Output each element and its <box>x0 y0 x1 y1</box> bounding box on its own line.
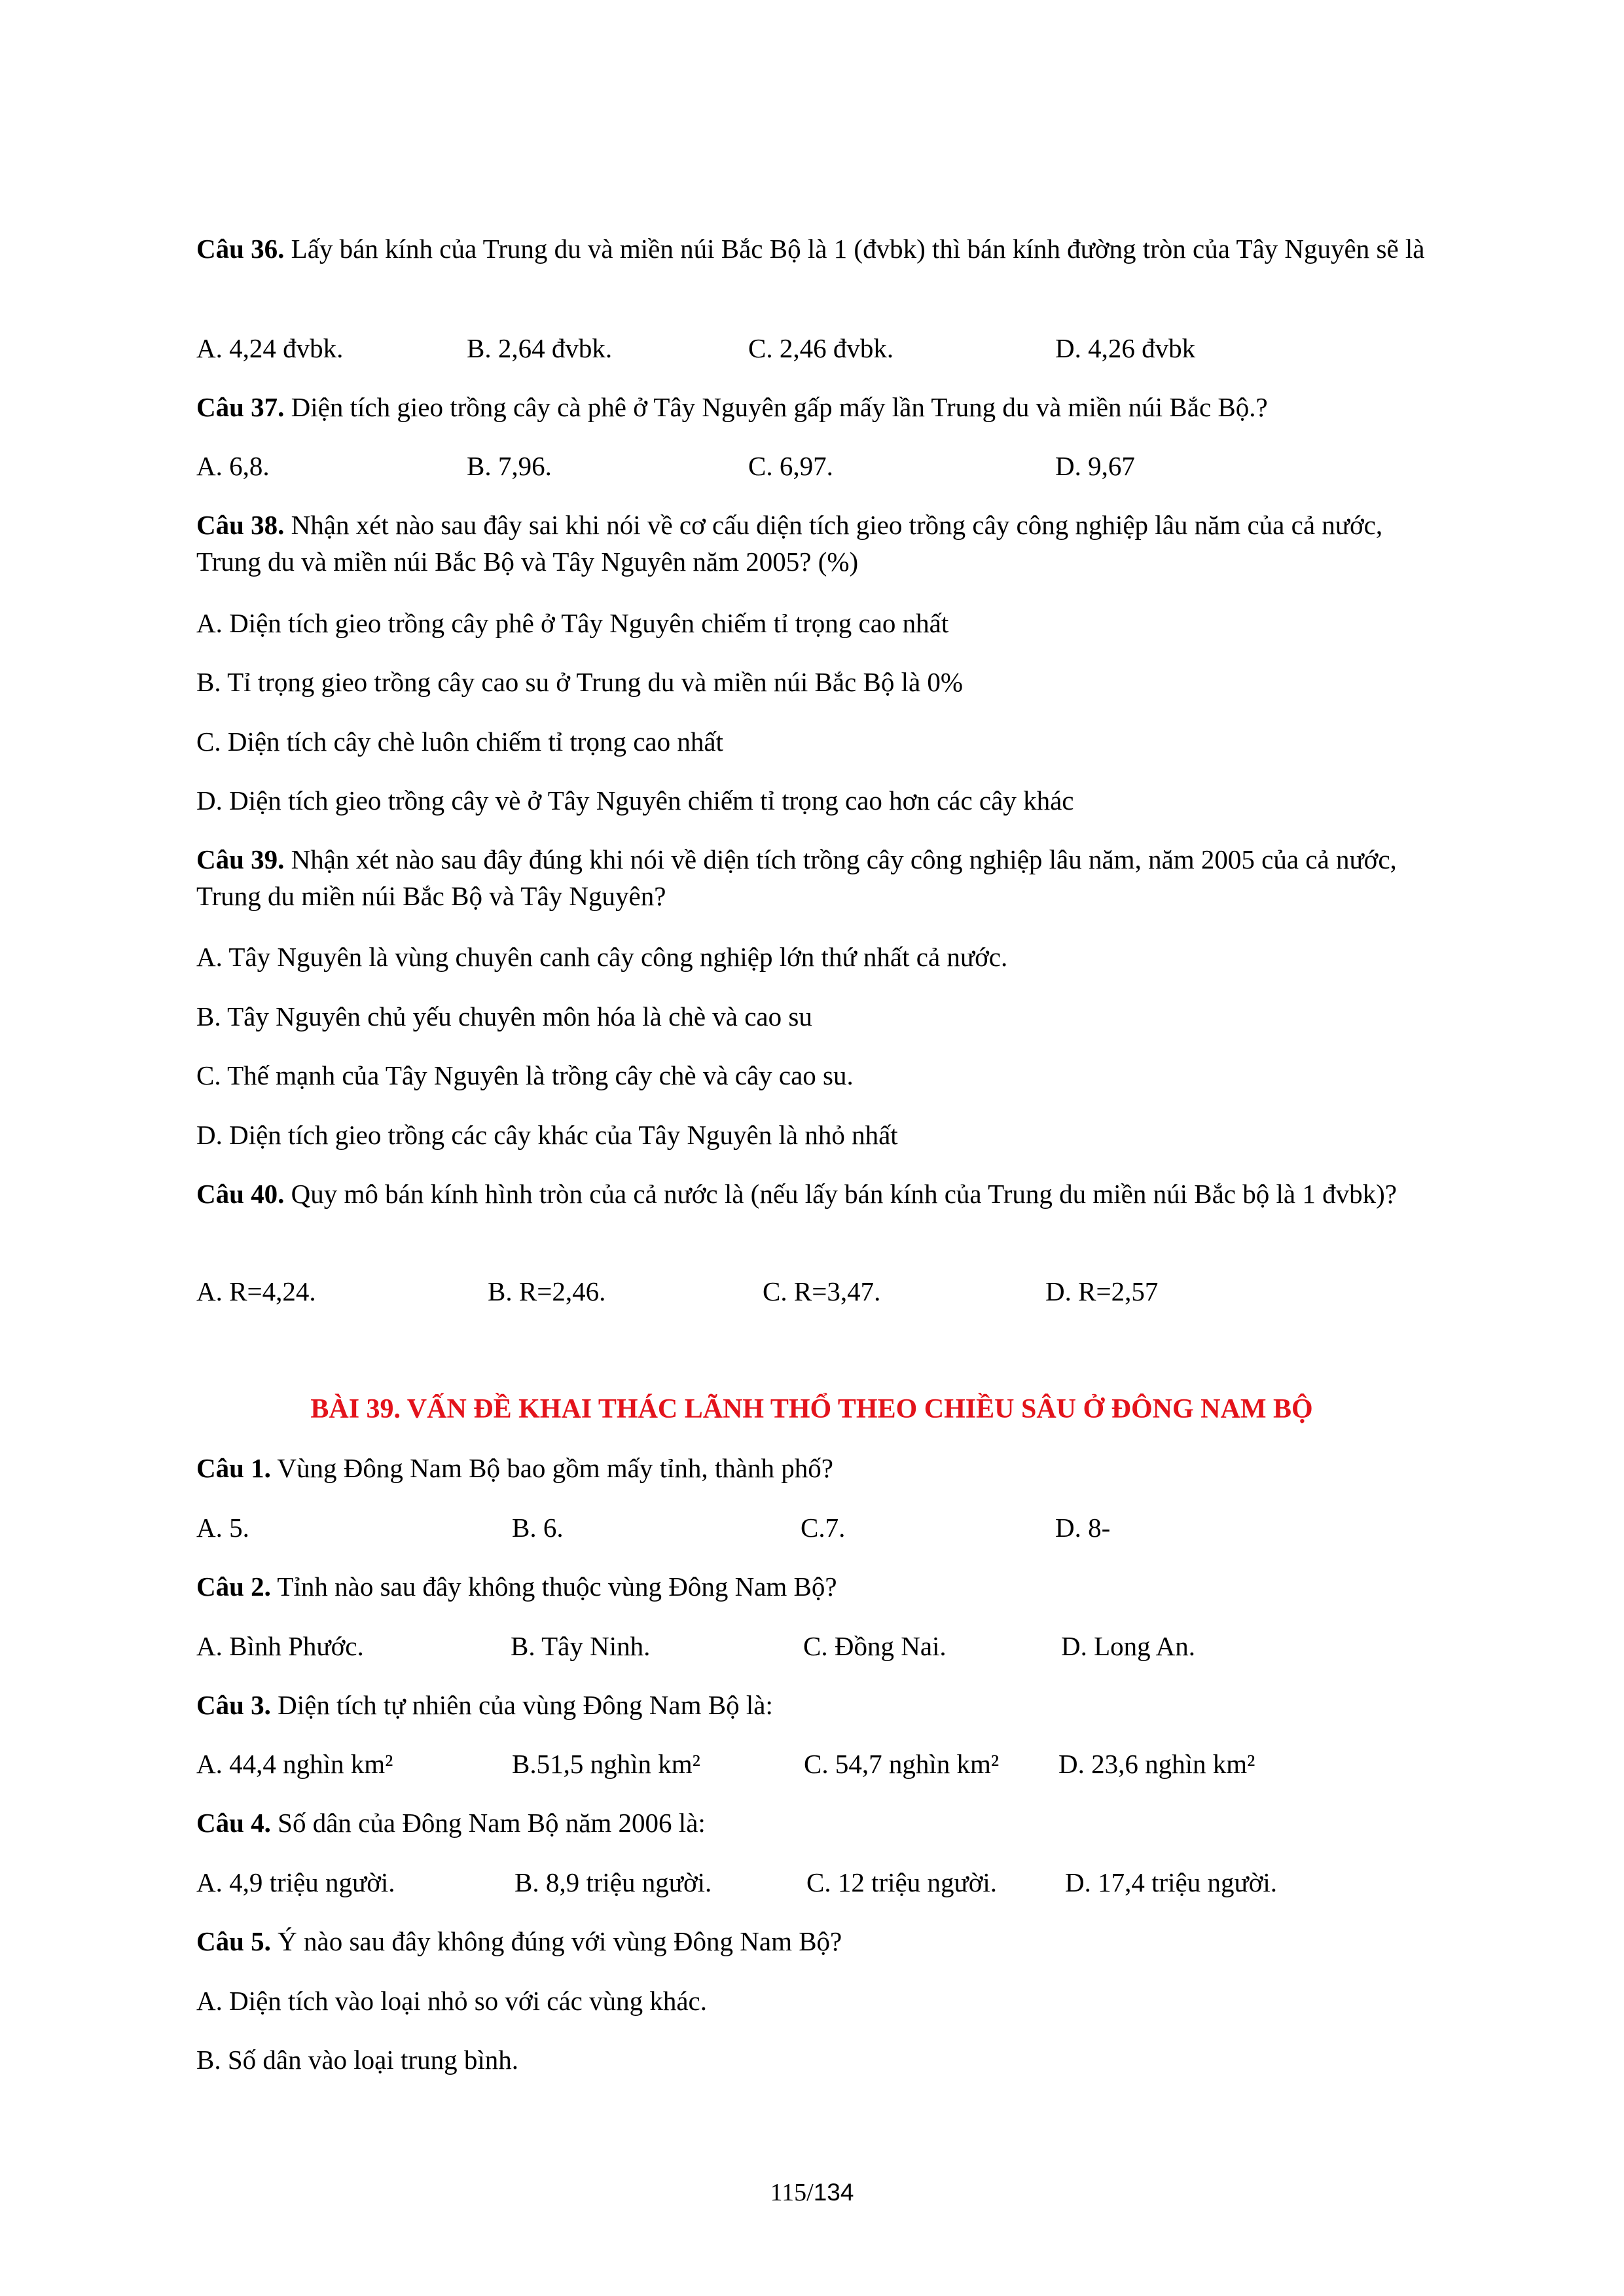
question-4 <box>196 1804 1434 1841</box>
question-text: Diện tích gieo trồng cây cà phê ở Tây Nguyên gấp mấy lần Trung du và miền núi Bắc Bộ.? <box>284 392 1268 422</box>
question-label: Câu 4. <box>196 1808 271 1838</box>
option-c: C. Đồng Nai. <box>803 1631 947 1661</box>
option-b: B. 6. <box>512 1513 564 1543</box>
option-d: D. Diện tích gieo trồng cây vè ở Tây Nguyên chiếm tỉ trọng cao hơn các cây khác <box>196 785 1074 816</box>
option-b: B. Tây Ninh. <box>511 1631 651 1661</box>
option-b: B. 7,96. <box>467 451 552 481</box>
question-2 <box>196 1568 1434 1605</box>
question-text: Quy mô bán kính hình tròn của cả nước là (nếu lấy bán kính của Trung du miền núi Bắc bộ là 1 đvbk)? <box>284 1179 1397 1209</box>
question-text: Diện tích tự nhiên của vùng Đông Nam Bộ là: <box>270 1690 773 1720</box>
option-c: C. Diện tích cây chè luôn chiếm tỉ trọng cao nhất <box>196 726 723 757</box>
option-a: A. Tây Nguyên là vùng chuyên canh cây công nghiệp lớn thứ nhất cả nước. <box>196 942 1008 972</box>
option-c: C. Thế mạnh của Tây Nguyên là trồng cây chè và cây cao su. <box>196 1060 854 1090</box>
question-37 <box>196 389 1434 425</box>
question-label: Câu 3. <box>196 1690 271 1720</box>
question-text: Lấy bán kính của Trung du và miền núi Bắc Bộ là 1 (đvbk) thì bán kính đường tròn của Tây Nguyên sẽ là <box>284 234 1425 264</box>
question-label: Câu 36. <box>196 234 285 264</box>
question-36 <box>196 230 1434 267</box>
question-text: Nhận xét nào sau đây sai khi nói về cơ cấu diện tích gieo trồng cây công nghiệp lâu năm của cả nước, Trung du và miền núi Bắc Bộ và Tây Nguyên năm 2005? (%) <box>196 510 1383 577</box>
option-b: B. R=2,46. <box>488 1276 606 1306</box>
option-c: C.7. <box>801 1513 846 1543</box>
question-text: Ý nào sau đây không đúng với vùng Đông Nam Bộ? <box>270 1926 842 1956</box>
question-label: Câu 5. <box>196 1926 271 1956</box>
question-label: Câu 40. <box>196 1179 285 1209</box>
option-b: B. 2,64 đvbk. <box>467 333 613 363</box>
option-a: A. 5. <box>196 1513 249 1543</box>
option-b: B. 8,9 triệu người. <box>514 1867 712 1897</box>
question-label: Câu 1. <box>196 1453 271 1483</box>
option-d: D. 4,26 đvbk <box>1055 333 1196 363</box>
option-d: D. 8- <box>1055 1513 1111 1543</box>
page-number <box>0 2174 1624 2211</box>
question-40 <box>196 1175 1434 1212</box>
question-39 <box>196 841 1434 914</box>
question-5 <box>196 1923 1434 1960</box>
option-d: D. Long An. <box>1061 1631 1195 1661</box>
option-c: C. R=3,47. <box>763 1276 881 1306</box>
question-text: Nhận xét nào sau đây đúng khi nói về diện tích trồng cây công nghiệp lâu năm, năm 2005 của cả nước, Trung du miền núi Bắc Bộ và Tây Nguyên? <box>196 844 1397 911</box>
option-a: A. 44,4 nghìn km² <box>196 1749 393 1779</box>
option-b: B.51,5 nghìn km² <box>512 1749 700 1779</box>
question-label: Câu 2. <box>196 1571 271 1602</box>
question-3 <box>196 1687 1434 1723</box>
option-d: D. 9,67 <box>1055 451 1135 481</box>
option-a: A. Diện tích gieo trồng cây phê ở Tây Nguyên chiếm tỉ trọng cao nhất <box>196 608 949 638</box>
question-label: Câu 39. <box>196 844 285 874</box>
option-a: A. 4,9 triệu người. <box>196 1867 395 1897</box>
option-c: C. 2,46 đvbk. <box>748 333 894 363</box>
option-c: C. 6,97. <box>748 451 833 481</box>
option-b: B. Tây Nguyên chủ yếu chuyên môn hóa là chè và cao su <box>196 1001 812 1031</box>
option-a: A. Diện tích vào loại nhỏ so với các vùng khác. <box>196 1986 707 2016</box>
question-text: Vùng Đông Nam Bộ bao gồm mấy tỉnh, thành phố? <box>270 1453 833 1483</box>
option-c: C. 12 triệu người. <box>806 1867 998 1897</box>
option-b: B. Số dân vào loại trung bình. <box>196 2045 518 2075</box>
option-d: D. 23,6 nghìn km² <box>1058 1749 1255 1779</box>
question-label: Câu 37. <box>196 392 285 422</box>
question-1 <box>196 1450 1434 1486</box>
question-text: Tỉnh nào sau đây không thuộc vùng Đông Nam Bộ? <box>270 1571 837 1602</box>
question-label: Câu 38. <box>196 510 285 540</box>
option-a: A. R=4,24. <box>196 1276 316 1306</box>
option-a: A. Bình Phước. <box>196 1631 364 1661</box>
option-d: D. 17,4 triệu người. <box>1065 1867 1278 1897</box>
option-c: C. 54,7 nghìn km² <box>804 1749 1000 1779</box>
option-b: B. Tỉ trọng gieo trồng cây cao su ở Trung du và miền núi Bắc Bộ là 0% <box>196 667 964 697</box>
section-heading: BÀI 39. VẤN ĐỀ KHAI THÁC LÃNH THỔ THEO CHIỀU SÂU Ở ĐÔNG NAM BỘ <box>310 1394 1313 1424</box>
option-d: D. R=2,57 <box>1045 1276 1159 1306</box>
question-38 <box>196 507 1434 580</box>
option-a: A. 6,8. <box>196 451 270 481</box>
option-d: D. Diện tích gieo trồng các cây khác của Tây Nguyên là nhỏ nhất <box>196 1120 898 1150</box>
option-a: A. 4,24 đvbk. <box>196 333 344 363</box>
page-number-current: 115/ <box>770 2179 814 2206</box>
question-text: Số dân của Đông Nam Bộ năm 2006 là: <box>270 1808 706 1838</box>
page-number-total: 134 <box>813 2179 854 2206</box>
